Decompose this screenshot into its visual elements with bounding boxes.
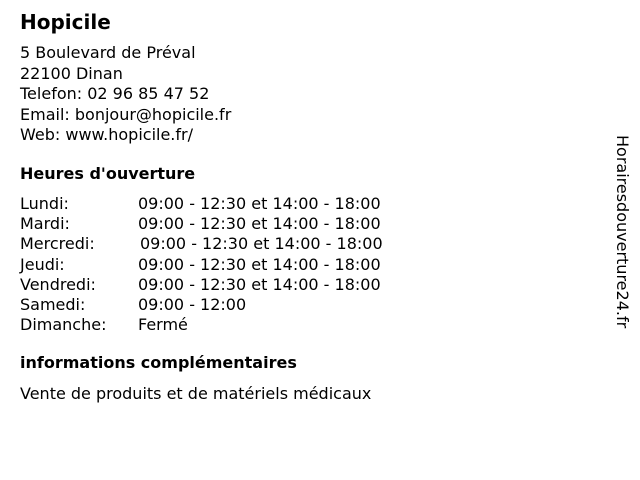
day-label: Samedi: <box>20 295 86 315</box>
hours-row-saturday <box>20 295 383 315</box>
street-address: 5 Boulevard de Préval <box>20 43 196 62</box>
site-watermark: Horairesdouverture24.fr <box>613 135 632 329</box>
hours-row-friday <box>20 275 383 295</box>
web-line: Web: www.hopicile.fr/ <box>20 125 193 144</box>
business-name: Hopicile <box>20 10 111 34</box>
email-line: Email: bonjour@hopicile.fr <box>20 104 232 124</box>
day-label: Jeudi: <box>20 254 65 274</box>
time-value: 09:00 - 12:30 et 14:00 - 18:00 <box>140 234 383 254</box>
time-value: 09:00 - 12:30 et 14:00 - 18:00 <box>138 254 381 274</box>
day-label: Lundi: <box>20 194 69 213</box>
phone-line: Telefon: 02 96 85 47 52 <box>20 84 210 103</box>
day-label: Mardi: <box>20 214 70 234</box>
hours-table <box>20 194 383 335</box>
extra-info-heading: informations complémentaires <box>20 353 297 372</box>
contact-block <box>20 43 231 146</box>
hours-row-sunday <box>20 315 383 335</box>
hours-row-monday <box>20 194 383 214</box>
day-label: Vendredi: <box>20 274 96 294</box>
hours-heading: Heures d'ouverture <box>20 164 196 183</box>
day-label: Mercredi: <box>20 234 95 254</box>
time-value: 09:00 - 12:30 et 14:00 - 18:00 <box>138 194 381 213</box>
hours-row-thursday <box>20 255 383 275</box>
time-value: 09:00 - 12:30 et 14:00 - 18:00 <box>138 274 381 294</box>
time-value: Fermé <box>138 315 188 335</box>
hours-row-tuesday <box>20 214 383 234</box>
extra-info-text: Vente de produits et de matériels médicaux <box>20 384 372 403</box>
time-value: 09:00 - 12:30 et 14:00 - 18:00 <box>138 214 381 234</box>
city-postal: 22100 Dinan <box>20 63 123 83</box>
time-value: 09:00 - 12:00 <box>138 295 247 315</box>
hours-row-wednesday <box>20 234 383 254</box>
day-label: Dimanche: <box>20 315 107 335</box>
